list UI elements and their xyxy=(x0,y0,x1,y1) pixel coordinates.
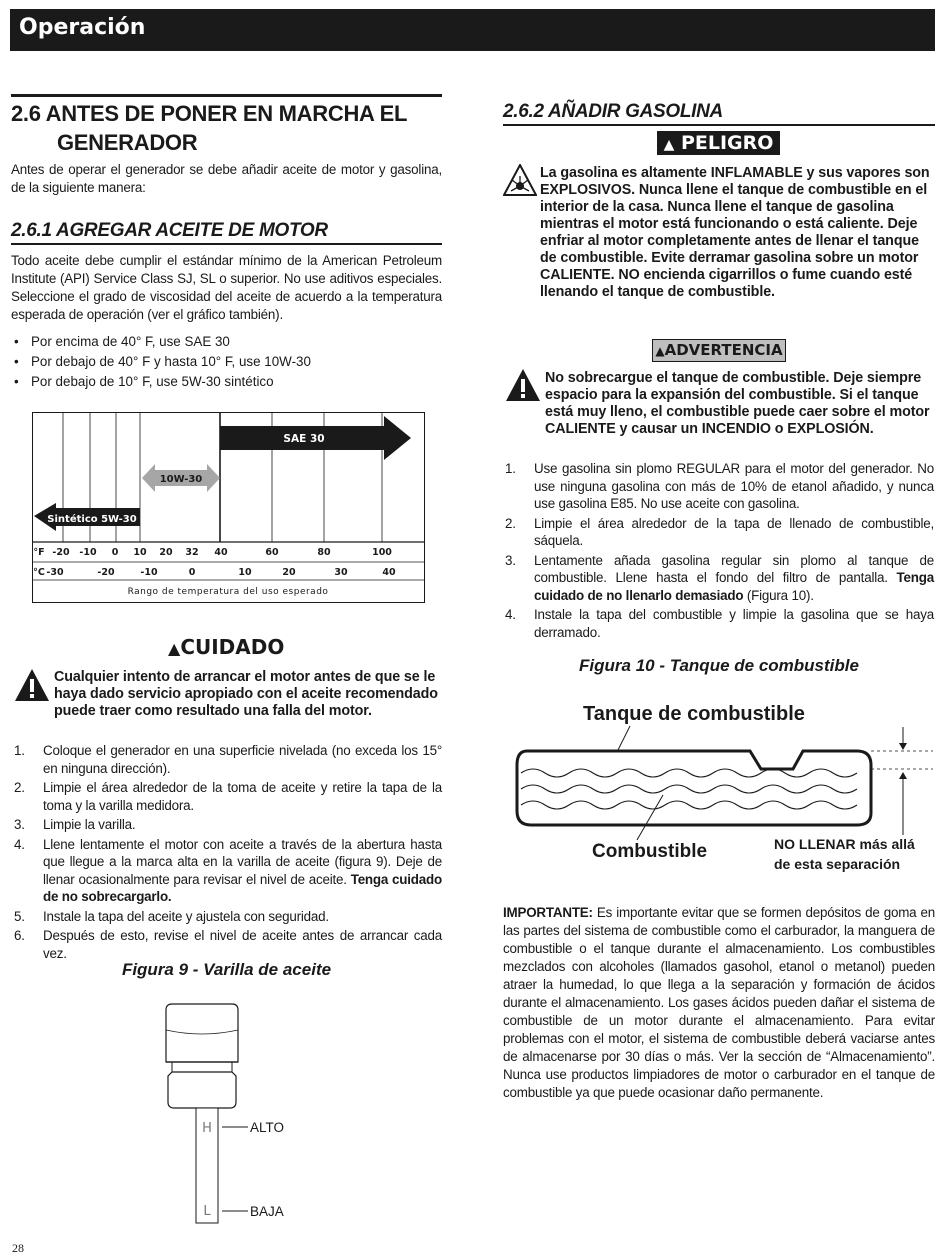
bullet-item: • Por debajo de 10° F, use 5W-30 sintético xyxy=(11,372,442,392)
oil-paragraph: Todo aceite debe cumplir el estándar mínimo de la American Petroleum Institute (API) Service Class SJ, SL o superior. No use aditivos especiales. Seleccione el grado de viscosidad del aceite de acuerdo a la temperatura esperada de operación (ver el gráfico también). xyxy=(11,253,442,322)
warning-label: ADVERTENCIA xyxy=(664,341,783,359)
caution-label: CUIDADO xyxy=(180,635,285,659)
danger-signal-word xyxy=(657,131,780,155)
subsection-rule-oil xyxy=(11,243,442,245)
dipstick-mark-l: L xyxy=(203,1204,211,1219)
section-title xyxy=(11,99,407,157)
step-emphasis: Tenga cuidado de no llenarlo demasiado xyxy=(534,570,934,603)
caution-text: Cualquier intento de arrancar el motor antes de que se le haya dado servicio apropiado con el aceite recomendado puede traer como resultado una falla del motor. xyxy=(54,669,438,719)
subsection-rule-gas xyxy=(503,124,935,126)
f-tick-label: 32 xyxy=(185,547,199,558)
step-text: Llene lentamente el motor con aceite a través de la abertura hasta que llegue a la marca alta en la varilla de aceite (figura 9). Deje de llenar ocasionalmente para revisar el nivel de aceite. xyxy=(43,836,442,887)
10w30-arrow-label: 10W-30 xyxy=(159,474,203,485)
dipstick-label-low: BAJA xyxy=(250,1204,284,1219)
list-item xyxy=(505,515,934,550)
step-number: 1. xyxy=(14,743,25,758)
nofill-label-line2: de esta separación xyxy=(774,856,901,872)
dipstick-mark-h: H xyxy=(202,1121,212,1136)
bullet-item: • Por encima de 40° F, use SAE 30 xyxy=(11,332,442,352)
warning-exclamation-icon xyxy=(505,368,541,402)
step-number: 3. xyxy=(505,552,516,568)
gas-steps-list xyxy=(505,460,934,643)
step-text: Instale la tapa del aceite y ajustela con seguridad. xyxy=(43,908,329,924)
f-tick-label: -20 xyxy=(52,547,70,558)
warning-signal-word xyxy=(652,339,786,362)
page-header-title: Operación xyxy=(19,15,146,40)
important-text: Es importante evitar que se formen depósitos de goma en las partes del sistema de combustible como el carburador, la manguera de combustible o el tanque durante el almacenamiento. Los combustibles mezclados con alcoholes (llamados gasohol, etanol o metanol) pueden atraer la humedad, lo que llega a la separación y formación de ácidos durante el almacenamiento. Los gases ácidos pueden dañar el sistema de combustible de un motor durante el almacenamiento. Para evitar problemas con el motor, el sistema de combustible deberá vaciarse antes de almacenarse por 30 días o más. Ver la sección de “Almacenamiento”. Nunca use productos limpiadores de motor o carburador en el tanque de combustible ya que puede ocasionar daño permanente. xyxy=(503,905,935,1100)
caution-exclamation-icon xyxy=(14,668,50,702)
nofill-label-line1: NO LLENAR más allá xyxy=(774,836,915,852)
caution-signal-word xyxy=(168,635,284,659)
list-item xyxy=(14,927,442,962)
c-tick-label: -10 xyxy=(140,567,158,578)
section-title-line2: GENERADOR xyxy=(57,130,198,155)
5w30-arrow-label: Sintético 5W-30 xyxy=(47,514,137,525)
c-tick-label: 30 xyxy=(334,567,348,578)
c-tick-label: -30 xyxy=(46,567,64,578)
step-number: 2. xyxy=(505,515,516,531)
f-tick-label: -10 xyxy=(79,547,97,558)
step-number: 3. xyxy=(14,817,25,832)
f-tick-label: 40 xyxy=(214,547,228,558)
c-tick-label: 10 xyxy=(238,567,252,578)
oil-steps-list xyxy=(14,742,442,964)
fuel-tank-illustration xyxy=(505,695,935,885)
c-tick-label: 0 xyxy=(188,567,196,578)
subsection-title-gas: 2.6.2 AÑADIR GASOLINA xyxy=(503,101,723,122)
step-number: 1. xyxy=(505,461,516,476)
section-rule xyxy=(11,94,442,97)
oil-viscosity-chart xyxy=(32,412,425,604)
list-item xyxy=(505,606,934,641)
danger-label: PELIGRO xyxy=(680,132,774,154)
step-text: Limpie la varilla. xyxy=(43,817,136,832)
warning-triangle-icon: ▲ xyxy=(655,344,665,358)
step-number: 4. xyxy=(14,836,25,852)
f-tick-label: 100 xyxy=(372,547,392,558)
step-number: 6. xyxy=(14,928,25,943)
f-tick-label: 10 xyxy=(133,547,147,558)
c-tick-label: 40 xyxy=(382,567,396,578)
warning-triangle-icon: ▲ xyxy=(168,639,181,658)
step-number: 4. xyxy=(505,607,516,622)
list-item xyxy=(505,552,934,605)
step-emphasis: Tenga cuidado de no sobrecargarlo. xyxy=(43,871,442,904)
step-text: Lentamente añada gasolina regular sin plomo al tanque de combustible. Llene hasta el fondo del filtro de pantalla. xyxy=(534,552,934,585)
list-item xyxy=(14,742,442,777)
list-item xyxy=(14,908,442,926)
page-number: 28 xyxy=(12,1241,24,1255)
fuel-label: Combustible xyxy=(592,841,708,862)
list-item xyxy=(14,816,442,834)
f-tick-label: 60 xyxy=(265,547,279,558)
step-text: Limpie el área alrededor de la tapa de llenado de combustible, sáquela. xyxy=(534,515,934,548)
explosion-hazard-icon xyxy=(503,164,537,196)
section-title-line1: 2.6 ANTES DE PONER EN MARCHA EL xyxy=(11,101,408,126)
step-number: 5. xyxy=(14,908,25,924)
f-tick-label: 20 xyxy=(159,547,173,558)
page-header-bar xyxy=(10,9,935,51)
dipstick-label-high: ALTO xyxy=(250,1120,285,1135)
list-item xyxy=(14,836,442,906)
celsius-label: °C xyxy=(33,567,45,578)
c-tick-label: 20 xyxy=(282,567,296,578)
step-text-after: (Figura 10). xyxy=(743,587,814,603)
f-tick-label: 0 xyxy=(111,547,119,558)
chart-caption: Rango de temperatura del uso esperado xyxy=(127,587,329,597)
bullet-item: • Por debajo de 40° F y hasta 10° F, use 10W-30 xyxy=(11,352,442,372)
tank-label: Tanque de combustible xyxy=(583,703,805,725)
important-label: IMPORTANTE: xyxy=(503,905,593,920)
step-text: Después de esto, revise el nivel de aceite antes de arrancar cada vez. xyxy=(43,928,442,961)
step-text: Instale la tapa del combustible y limpie la gasolina que se haya derramado. xyxy=(534,607,934,640)
fahrenheit-label: °F xyxy=(33,547,45,558)
step-text: Coloque el generador en una superficie nivelada (no exceda los 15° en ninguna dirección). xyxy=(43,743,442,776)
warning-text: No sobrecargue el tanque de combustible. Deje siempre espacio para la expansión del combustible. Si el tanque está muy lleno, el combustible puede caer sobre el motor CALIENTE y causar un INCENDIO o EXPLOSIÓN. xyxy=(545,370,930,437)
list-item xyxy=(505,460,934,513)
intro-paragraph: Antes de operar el generador se debe añadir aceite de motor y gasolina, de la siguiente manera: xyxy=(11,162,442,195)
figure9-title: Figura 9 - Varilla de aceite xyxy=(121,960,332,979)
subsection-title-oil: 2.6.1 AGREGAR ACEITE DE MOTOR xyxy=(11,220,328,241)
c-tick-label: -20 xyxy=(97,567,115,578)
f-tick-label: 80 xyxy=(317,547,331,558)
step-number: 2. xyxy=(14,780,25,795)
important-paragraph xyxy=(503,904,935,1102)
figure10-title: Figura 10 - Tanque de combustible xyxy=(579,656,859,675)
danger-text: La gasolina es altamente INFLAMABLE y sus vapores son EXPLOSIVOS. Nunca llene el tanque de combustible en el interior de la casa. Nunca llene el tanque de gasolina mientras el motor está funcionando o está caliente. Deje enfriar al motor completamente antes de llenar el tanque de combustible. Evite derramar gasolina sobre un motor CALIENTE. NO encienda cigarrillos o fume cuando esté llenando el tanque de combustible. xyxy=(540,165,930,300)
sae30-arrow-label: SAE 30 xyxy=(283,433,325,445)
viscosity-bullet-list xyxy=(11,332,442,392)
list-item xyxy=(14,779,442,814)
step-text: Use gasolina sin plomo REGULAR para el motor del generador. No use ninguna gasolina con más de 10% de etanol añadido, y nunca use gasolina E85. No use aceite con gasolina. xyxy=(534,461,934,511)
step-text: Limpie el área alrededor de la toma de aceite y retire la tapa de la toma y la varilla medidora. xyxy=(43,780,442,813)
dipstick-illustration xyxy=(160,1000,360,1230)
warning-triangle-icon: ▲ xyxy=(663,137,675,153)
